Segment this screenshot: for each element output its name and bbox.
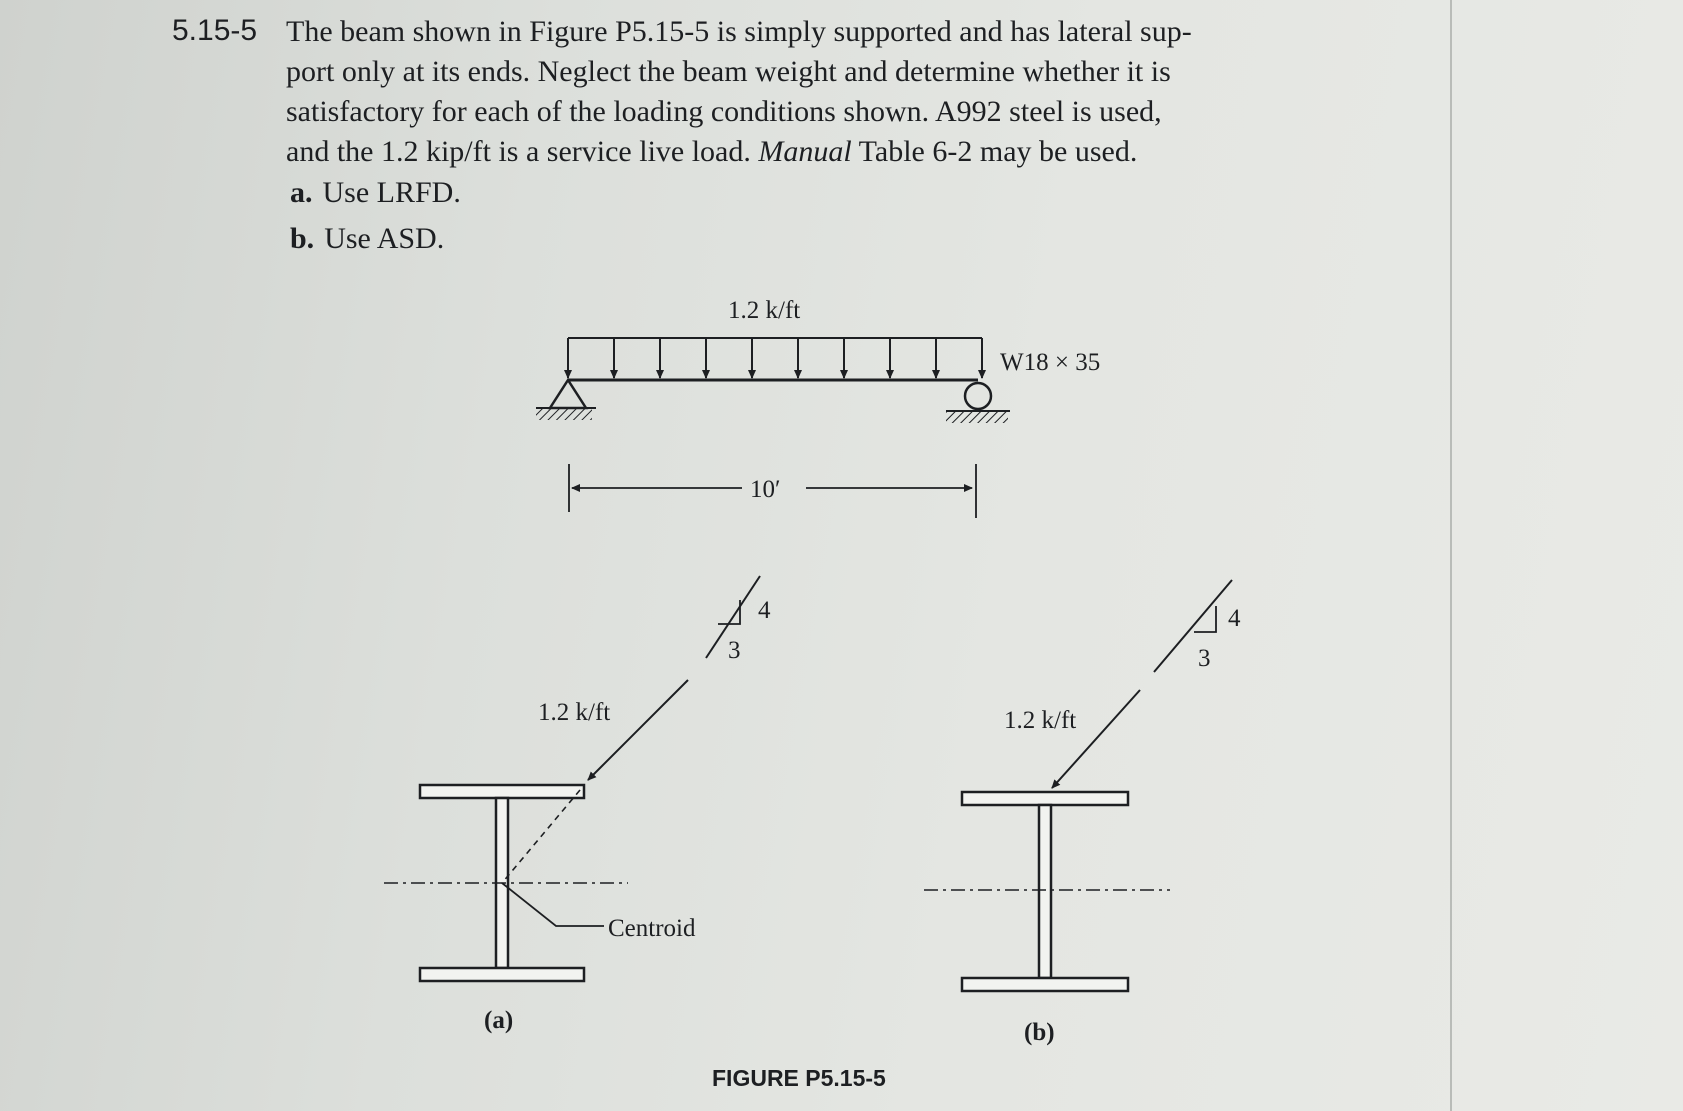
a-centroid-label: Centroid [608,915,696,942]
b-slope-run: 3 [1198,645,1211,672]
problem-number: 5.15-5 [172,14,258,47]
b-caption: (b) [1024,1019,1055,1046]
figure-caption: FIGURE P5.15-5 [712,1065,886,1091]
span-label: 10′ [750,476,781,503]
b-wide-flange [962,792,1128,991]
a-slope-rise: 4 [758,597,771,624]
manual-italic: Manual [758,135,852,168]
part-b-text: Use ASD. [324,222,445,255]
statement-line-3: satisfactory for each of the loading conditions shown. A992 steel is used, [286,95,1162,128]
a-slope-run: 3 [728,637,741,664]
distributed-load [568,338,982,378]
statement-line-2: port only at its ends. Neglect the beam weight and determine whether it is [286,55,1171,88]
pin-support [536,380,596,420]
beam-load-label: 1.2 k/ft [728,297,801,324]
statement-line-1: The beam shown in Figure P5.15-5 is simply supported and has lateral sup- [286,15,1192,48]
roller-support [946,383,1010,423]
b-load-label: 1.2 k/ft [1004,707,1077,734]
section-b [924,580,1241,1046]
section-label: W18 × 35 [1000,349,1101,376]
statement-line-4-end: Table 6-2 may be used. [858,135,1138,168]
a-caption: (a) [484,1007,514,1034]
statement-line-4-start: and the 1.2 kip/ft is a service live load. [286,135,751,168]
section-a [384,576,771,1034]
b-slope-rise: 4 [1228,605,1241,632]
part-a-letter: a. [290,176,313,209]
part-a-text: Use LRFD. [322,176,461,209]
part-b-letter: b. [290,222,315,255]
beam-elevation [536,297,1100,518]
a-load-label: 1.2 k/ft [538,699,611,726]
